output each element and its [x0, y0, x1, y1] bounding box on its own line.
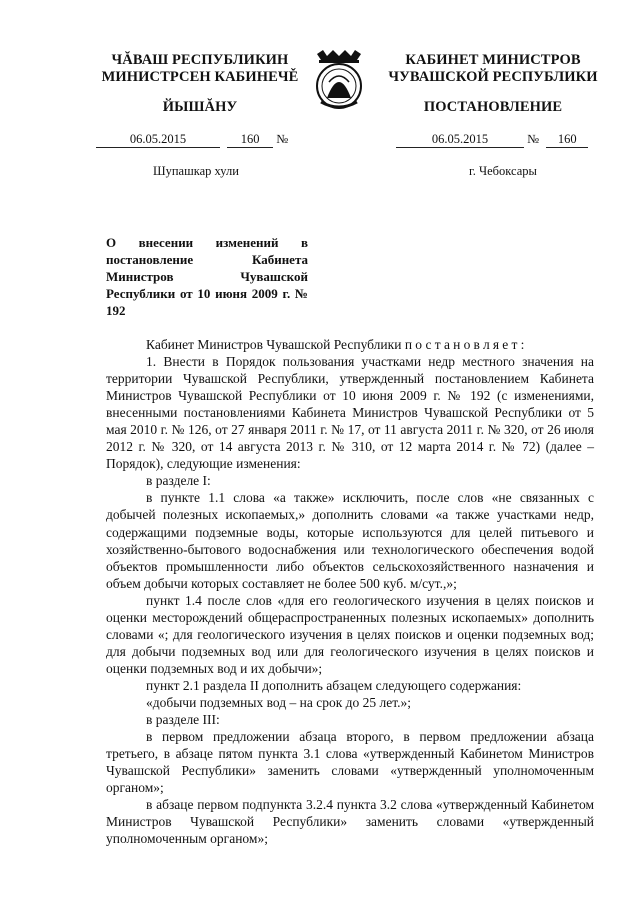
- left-date: 06.05.2015: [96, 132, 220, 148]
- preamble: [106, 336, 594, 353]
- place-russian: г. Чебоксары: [469, 164, 537, 178]
- paragraph: в пункте 1.1 слова «а также» исключить, после слов «не связанных с добычей полезных ископаемых,» дополнить словами «а также участками недр, содержащими подземные воды, которые используются для целей питьевого и хозяйственно-бытового водоснабжения или технологического обеспечения водой объектов промышленности либо объектов сельскохозяйственного назначения и объем добычи которых составляет не более 500 куб. м/сут.,»;: [106, 490, 594, 591]
- paragraph: «добычи подземных вод – на срок до 25 лет.»;: [146, 694, 411, 710]
- paragraph: 1. Внести в Порядок пользования участками недр местного значения на территории Чувашской Республики, утвержденный постановлением Кабинета Министров Чувашской Республики от 10 июня 2009 г. № 192 (с изменениями, внесенными постановлениями Кабинета Министров Чувашской Республики от 5 мая 2010 г. № 126, от 27 января 2011 г. № 17, от 11 августа 2011 г. № 320, от 26 июля 2012 г. № 320, от 14 августа 2013 г. № 310, от 12 марта 2014 г. № 72) (далее – Порядок), следующие изменения:: [106, 354, 594, 472]
- right-number-sign: №: [527, 132, 540, 146]
- document-body: [106, 336, 594, 847]
- right-date-number-line: [396, 132, 588, 148]
- paragraph: в абзаце первом подпункта 3.2.4 пункта 3.2 слова «утвержденный Кабинетом Министров Чувашской Республики» заменить словами «утвержденный уполномоченным органом»;: [106, 797, 594, 847]
- paragraph: пункт 1.4 после слов «для его геологического изучения в целях поисков и оценки месторождений общераспространенных полезных ископаемых» дополнить словами «; для геологического изучения в целях поисков и оценки подземных вод; для добычи подземных вод или для геологического изучения в целях поисков и оценки подземных вод и их добычи»;: [106, 592, 594, 676]
- doc-type-chuvash: ЙЫШĂНУ: [162, 99, 238, 115]
- issuer-chuvash-line-1: ЧĂВАШ РЕСПУБЛИКИН: [111, 52, 289, 68]
- paragraph: в разделе III:: [146, 712, 220, 728]
- document-title: О внесении изменений в постановление Кабинета Министров Чувашской Республики от 10 июня 2009 г. № 192: [106, 235, 308, 318]
- preamble-lead: Кабинет Министров Чувашской Республики: [146, 337, 402, 352]
- left-number: 160: [227, 132, 273, 148]
- issuer-russian-line-2: ЧУВАШСКОЙ РЕСПУБЛИКИ: [388, 69, 598, 85]
- preamble-verb: постановляет:: [404, 337, 528, 352]
- chuvash-emblem-icon: [303, 42, 375, 112]
- left-number-sign: №: [276, 132, 289, 146]
- place-chuvash: Шупашкар хули: [153, 164, 239, 178]
- right-date: 06.05.2015: [396, 132, 524, 148]
- paragraph: пункт 2.1 раздела II дополнить абзацем следующего содержания:: [146, 677, 522, 693]
- issuer-russian: [378, 52, 608, 86]
- paragraph: в разделе I:: [146, 473, 211, 489]
- right-number: 160: [546, 132, 588, 148]
- issuer-chuvash: [95, 52, 305, 86]
- left-date-number-line: [96, 132, 288, 148]
- issuer-chuvash-line-2: МИНИСТРСЕН КАБИНЕЧĚ: [101, 69, 299, 85]
- issuer-russian-line-1: КАБИНЕТ МИНИСТРОВ: [405, 52, 581, 68]
- paragraph: в первом предложении абзаца второго, в первом предложении абзаца третьего, в абзаце пятом пункта 3.1 слова «утвержденный Кабинетом Министров Чувашской Республики» заменить словами «утвержденный уполномоченным органом»;: [106, 729, 594, 796]
- doc-type-russian: ПОСТАНОВЛЕНИЕ: [423, 99, 563, 115]
